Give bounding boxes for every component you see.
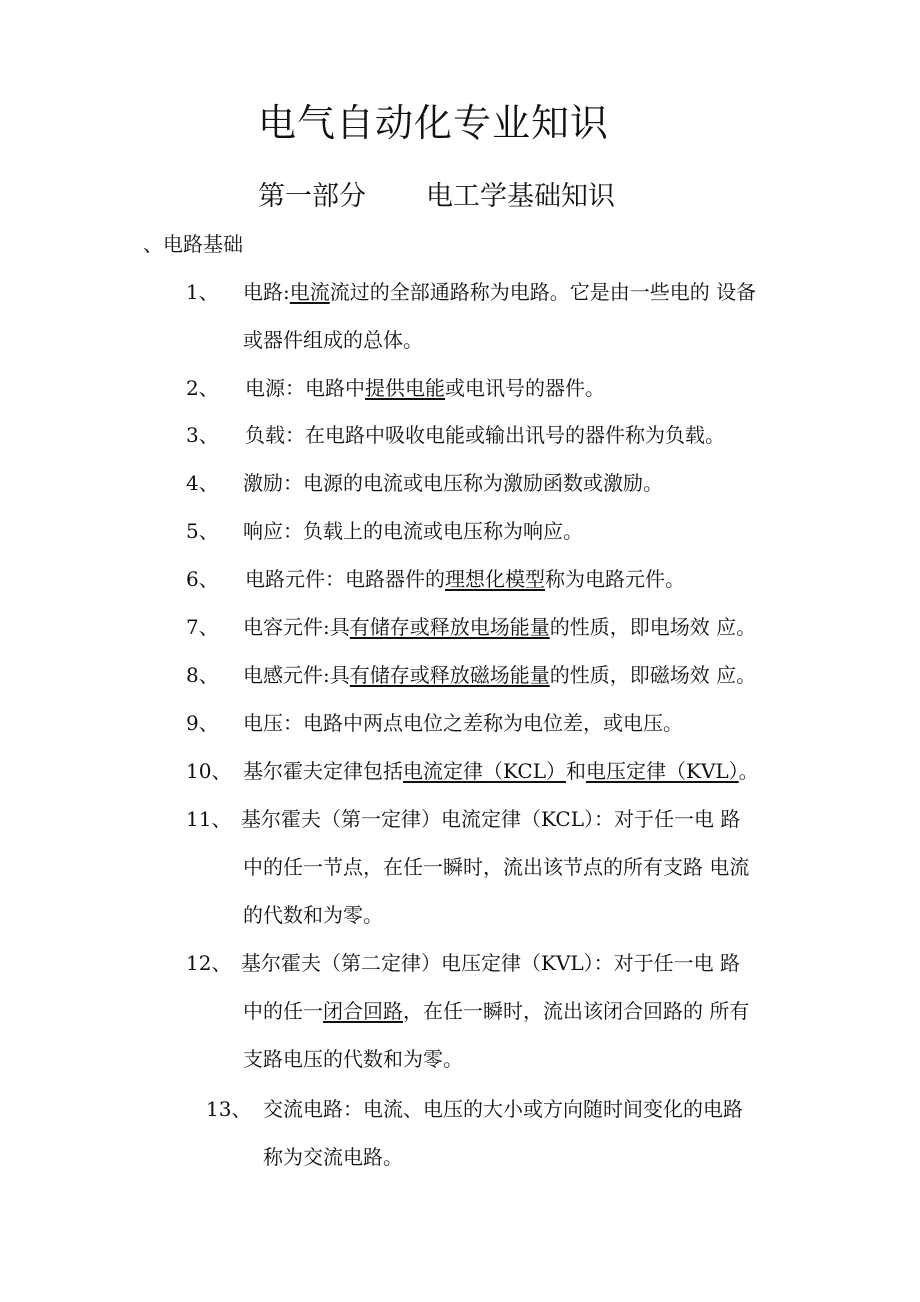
item-text-part: ，在任一瞬时，流出该闭合回路的 所有	[403, 999, 750, 1023]
underlined-term: 电流定律（KCL）	[403, 759, 566, 783]
item-text	[245, 555, 685, 603]
part-label: 第一部分	[258, 181, 366, 212]
item-text-part: 流过的全部通路称为电路。它是由一些电的 设备	[329, 280, 757, 304]
item-text-part: 和	[566, 759, 586, 783]
list-item	[186, 411, 806, 459]
item-text: 响应：负载上的电流或电压称为响应。	[243, 519, 583, 543]
list-item	[186, 268, 806, 368]
item-number: 8、	[186, 663, 219, 687]
underlined-term: 提供电能	[365, 376, 445, 400]
underlined-term: 有储存或释放电场能量	[349, 615, 550, 639]
item-text	[243, 603, 756, 651]
item-text: 交流电路：电流、电压的大小或方向随时间变化的电路	[263, 1097, 743, 1121]
item-text-part: 基尔霍夫定律包括	[243, 759, 403, 783]
item-text-part: 或电讯号的器件。	[445, 376, 605, 400]
item-text-part: 的性质，即磁场效 应。	[549, 663, 757, 687]
item-number: 6、	[186, 567, 219, 591]
item-continuation: 中的任一节点，在任一瞬时，流出该节点的所有支路 电流	[243, 855, 750, 879]
item-text-part: 电容元件:具	[243, 615, 350, 639]
item-continuation: 支路电压的代数和为零。	[243, 1047, 463, 1071]
item-text-part: 中的任一	[243, 999, 323, 1023]
list-item	[206, 1085, 806, 1181]
item-number: 4、	[186, 471, 219, 495]
list-item	[186, 795, 806, 939]
item-number: 9、	[186, 711, 219, 735]
item-number: 12、	[186, 951, 232, 975]
item-number: 7、	[186, 615, 219, 639]
item-number: 1、	[186, 280, 219, 304]
list-item	[186, 747, 806, 795]
item-text-part: 电路:	[243, 280, 290, 304]
item-number: 11、	[186, 807, 232, 831]
underlined-term: 电流	[289, 280, 330, 304]
item-text	[243, 747, 759, 795]
item-text: 基尔霍夫（第二定律）电压定律（KVL）：对于任一电 路	[241, 951, 741, 975]
list-item	[186, 699, 806, 747]
underlined-term: 理想化模型	[445, 567, 545, 591]
item-text-part: 电路元件：电路器件的	[245, 567, 445, 591]
list-item	[186, 507, 806, 555]
list-item	[186, 364, 806, 412]
item-continuation	[243, 987, 749, 1035]
list-item	[186, 459, 806, 507]
item-text-part: 的性质，即电场效 应。	[549, 615, 757, 639]
list-item	[186, 603, 816, 651]
underlined-term: 有储存或释放磁场能量	[349, 663, 550, 687]
list-item	[186, 939, 806, 1083]
item-number: 2、	[186, 376, 219, 400]
item-text: 电压：电路中两点电位之差称为电位差，或电压。	[243, 711, 683, 735]
underlined-term: 电压定律（KVL）	[586, 759, 739, 783]
item-number: 3、	[186, 423, 219, 447]
item-text-part: 称为电路元件。	[545, 567, 685, 591]
item-number: 10、	[186, 759, 232, 783]
list-item	[186, 651, 816, 699]
item-text: 基尔霍夫（第一定律）电流定律（KCL）：对于任一电 路	[241, 807, 741, 831]
item-text-part: 电源：电路中	[245, 376, 365, 400]
part-title: 电工学基础知识	[426, 181, 615, 212]
page-title: 电气自动化专业知识	[258, 101, 610, 145]
item-number: 5、	[186, 519, 219, 543]
item-text	[243, 651, 756, 699]
part-heading	[258, 174, 615, 213]
item-text-part: 。	[738, 759, 759, 783]
underlined-term: 闭合回路	[323, 999, 403, 1023]
item-continuation: 或器件组成的总体。	[243, 328, 423, 352]
item-text	[243, 268, 756, 316]
item-text-part: 电感元件:具	[243, 663, 350, 687]
section-heading: 、电路基础	[143, 232, 243, 256]
list-item	[186, 555, 806, 603]
item-text	[245, 364, 605, 412]
item-text: 负载：在电路中吸收电能或输出讯号的器件称为负载。	[245, 423, 725, 447]
item-text: 激励：电源的电流或电压称为激励函数或激励。	[243, 471, 663, 495]
item-continuation: 的代数和为零。	[243, 903, 383, 927]
item-number: 13、	[206, 1097, 252, 1121]
item-continuation: 称为交流电路。	[263, 1145, 403, 1169]
